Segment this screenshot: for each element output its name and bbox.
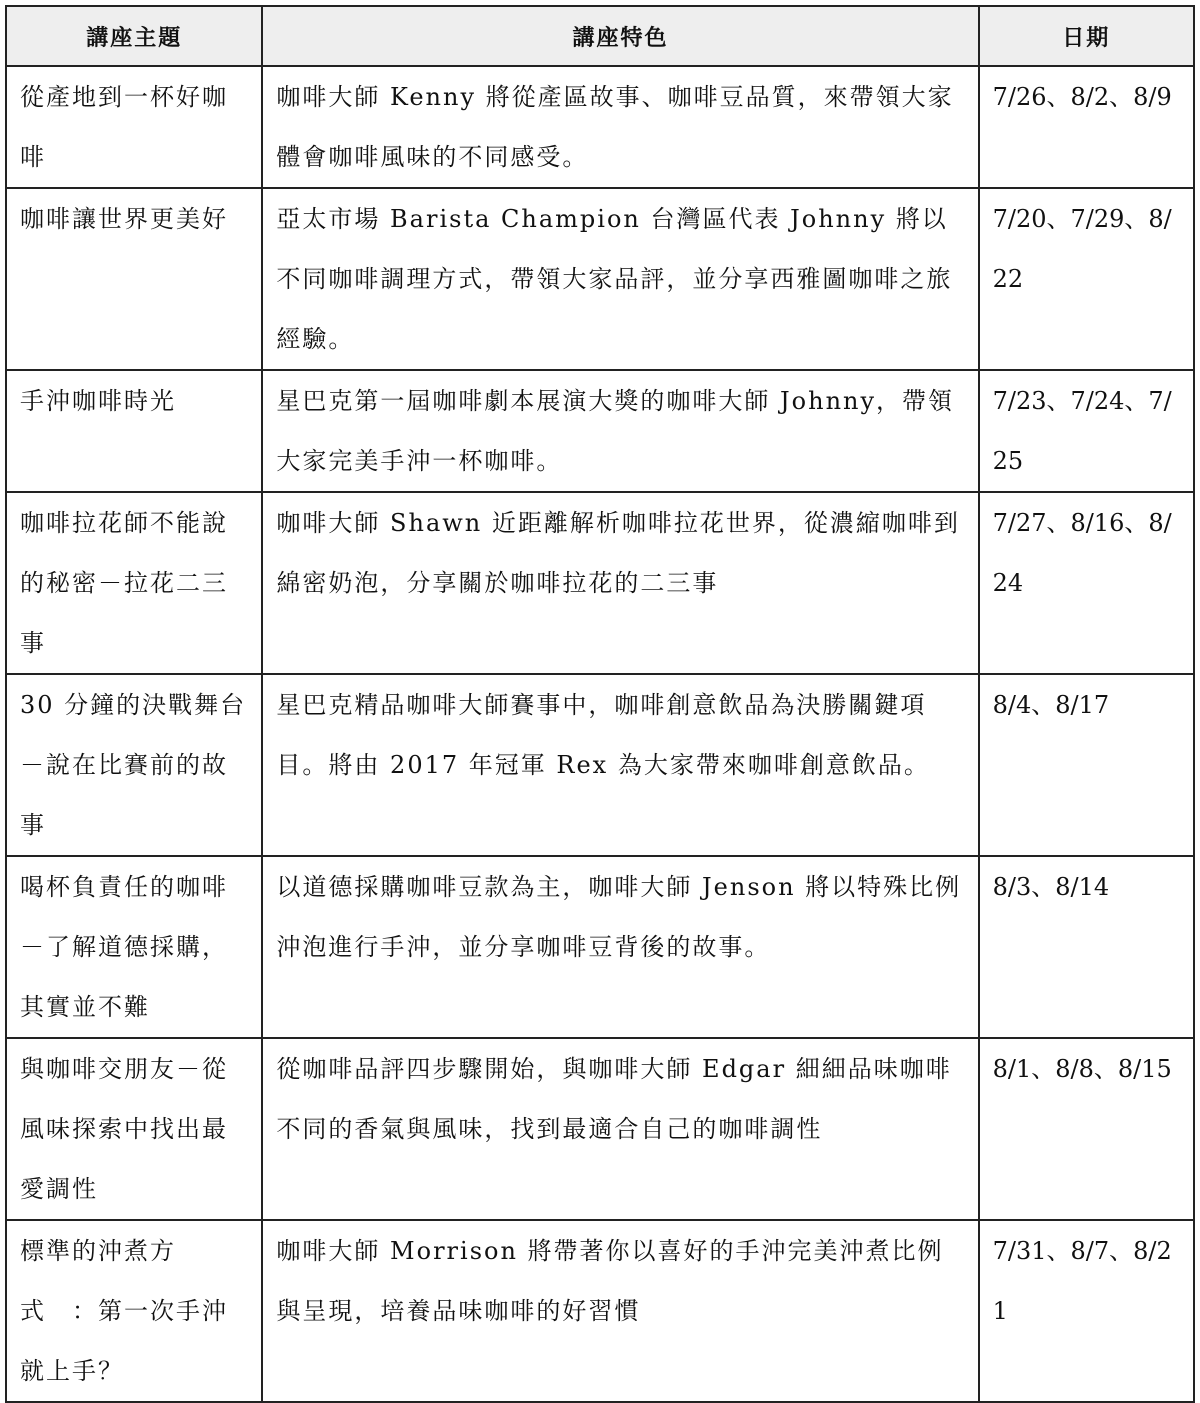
feature-text: 咖啡大師 Kenny 將從產區故事、咖啡豆品質，來帶領大家體會咖啡風味的不同感受。	[276, 83, 954, 171]
table-row	[6, 492, 1194, 674]
topic-text: 咖啡拉花師不能說的秘密－拉花二三事	[20, 509, 228, 657]
topic-text: 30 分鐘的決戰舞台－說在比賽前的故事	[20, 691, 247, 839]
date-cell	[979, 856, 1194, 1038]
date-text: 7/26、8/2、8/9	[992, 83, 1172, 111]
feature-text: 以道德採購咖啡豆款為主，咖啡大師 Jenson 將以特殊比例沖泡進行手沖，並分享咖啡豆背後的故事。	[276, 873, 962, 961]
feature-cell	[262, 492, 978, 674]
topic-text: 從產地到一杯好咖啡	[20, 83, 228, 171]
topic-cell	[6, 856, 262, 1038]
header-feature: 講座特色	[262, 6, 978, 66]
feature-cell	[262, 1038, 978, 1220]
feature-text: 從咖啡品評四步驟開始，與咖啡大師 Edgar 細細品味咖啡不同的香氣與風味，找到最適合自己的咖啡調性	[276, 1055, 952, 1143]
header-row	[6, 6, 1194, 66]
table-row	[6, 674, 1194, 856]
date-text: 7/31、8/7、8/21	[992, 1237, 1172, 1325]
feature-text: 咖啡大師 Morrison 將帶著你以喜好的手沖完美沖煮比例與呈現，培養品味咖啡的好習慣	[276, 1237, 944, 1325]
topic-text: 喝杯負責任的咖啡－了解道德採購，其實並不難	[20, 873, 228, 1021]
date-text: 7/20、7/29、8/22	[992, 205, 1172, 293]
date-cell	[979, 188, 1194, 370]
feature-text: 星巴克精品咖啡大師賽事中，咖啡創意飲品為決勝關鍵項目。將由 2017 年冠軍 Rex 為大家帶來咖啡創意飲品。	[276, 691, 930, 779]
topic-cell	[6, 674, 262, 856]
table-row	[6, 856, 1194, 1038]
date-cell	[979, 1038, 1194, 1220]
lecture-table	[5, 5, 1195, 1403]
date-text: 8/4、8/17	[992, 691, 1110, 719]
header-date: 日期	[979, 6, 1194, 66]
table-row	[6, 370, 1194, 492]
topic-text: 手沖咖啡時光	[20, 387, 176, 415]
topic-cell	[6, 492, 262, 674]
topic-cell	[6, 370, 262, 492]
date-cell	[979, 370, 1194, 492]
table-row	[6, 1038, 1194, 1220]
table-header	[6, 6, 1194, 66]
feature-cell	[262, 370, 978, 492]
feature-cell	[262, 188, 978, 370]
feature-cell	[262, 1220, 978, 1402]
date-cell	[979, 492, 1194, 674]
header-topic: 講座主題	[6, 6, 262, 66]
date-cell	[979, 1220, 1194, 1402]
feature-cell	[262, 856, 978, 1038]
date-text: 8/3、8/14	[992, 873, 1110, 901]
topic-cell	[6, 188, 262, 370]
topic-cell	[6, 1038, 262, 1220]
date-cell	[979, 66, 1194, 188]
feature-text: 咖啡大師 Shawn 近距離解析咖啡拉花世界，從濃縮咖啡到綿密奶泡，分享關於咖啡拉花的二三事	[276, 509, 960, 597]
topic-text: 標準的沖煮方式 ：第一次手沖就上手？	[20, 1237, 228, 1385]
topic-text: 咖啡讓世界更美好	[20, 205, 228, 233]
feature-text: 亞太市場 Barista Champion 台灣區代表 Johnny 將以不同咖啡調理方式，帶領大家品評，並分享西雅圖咖啡之旅經驗。	[276, 205, 953, 353]
date-text: 8/1、8/8、8/15	[992, 1055, 1172, 1083]
table-body	[6, 66, 1194, 1402]
date-cell	[979, 674, 1194, 856]
feature-text: 星巴克第一屆咖啡劇本展演大獎的咖啡大師 Johnny，帶領大家完美手沖一杯咖啡。	[276, 387, 955, 475]
table-row	[6, 1220, 1194, 1402]
topic-cell	[6, 1220, 262, 1402]
feature-cell	[262, 674, 978, 856]
table-row	[6, 188, 1194, 370]
topic-cell	[6, 66, 262, 188]
date-text: 7/27、8/16、8/24	[992, 509, 1172, 597]
table-row	[6, 66, 1194, 188]
date-text: 7/23、7/24、7/25	[992, 387, 1172, 475]
feature-cell	[262, 66, 978, 188]
topic-text: 與咖啡交朋友－從風味探索中找出最愛調性	[20, 1055, 228, 1203]
